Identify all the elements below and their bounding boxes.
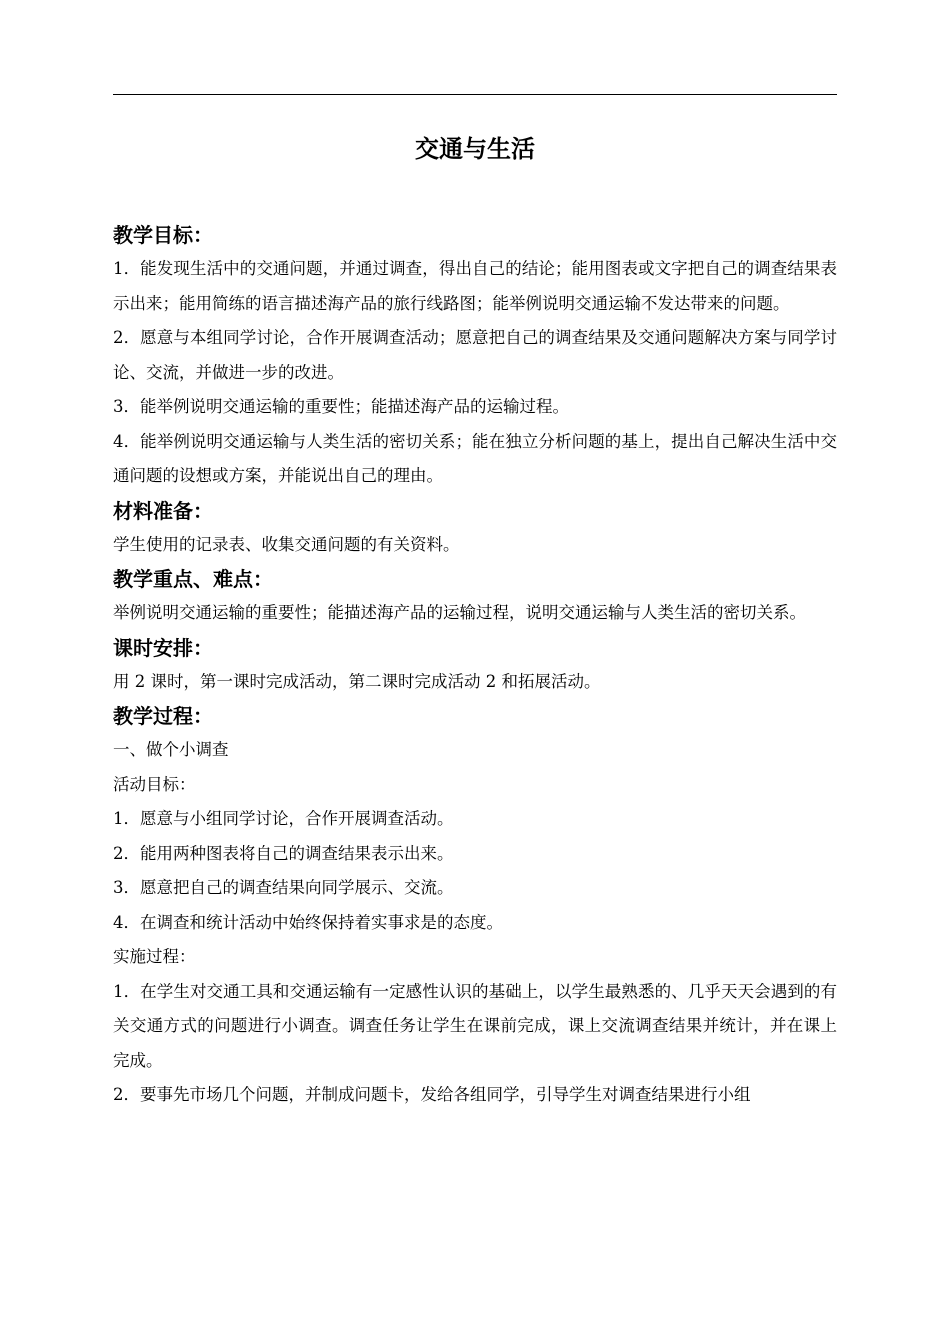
section-heading: 教学过程： <box>113 704 213 728</box>
paragraph: 用 2 课时，第一课时完成活动，第二课时完成活动 2 和拓展活动。 <box>113 671 601 691</box>
paragraph: 举例说明交通运输的重要性；能描述海产品的运输过程，说明交通运输与人类生活的密切关系。 <box>113 603 806 622</box>
section-materials <box>113 494 837 563</box>
paragraph: 2．要事先市场几个问题，并制成问题卡，发给各组同学，引导学生对调查结果进行小组 <box>113 1085 751 1104</box>
paragraph: 1．能发现生活中的交通问题，并通过调查，得出自己的结论；能用图表或文字把自己的调查结果表示出来；能用简练的语言描述海产品的旅行线路图；能举例说明交通运输不发达带来的问题。 <box>113 259 837 313</box>
section-objectives <box>113 218 837 494</box>
header-rule <box>113 94 837 95</box>
paragraph: 4．能举例说明交通运输与人类生活的密切关系；能在独立分析问题的基上，提出自己解决生活中交通问题的设想或方案，并能说出自己的理由。 <box>113 431 837 485</box>
section-key-points <box>113 562 837 631</box>
paragraph: 1．在学生对交通工具和交通运输有一定感性认识的基础上，以学生最熟悉的、几乎天天会遇到的有关交通方式的问题进行小调查。调查任务让学生在课前完成，课上交流调查结果并统计，并在课上完成。 <box>113 981 837 1070</box>
section-heading: 材料准备： <box>113 498 213 523</box>
paragraph: 2．能用两种图表将自己的调查结果表示出来。 <box>113 843 454 863</box>
paragraph: 学生使用的记录表、收集交通问题的有关资料。 <box>113 534 460 554</box>
paragraph: 1．愿意与小组同学讨论，合作开展调查活动。 <box>113 809 454 828</box>
paragraph: 3．能举例说明交通运输的重要性；能描述海产品的运输过程。 <box>113 397 569 416</box>
section-schedule <box>113 631 837 700</box>
paragraph: 2．愿意与本组同学讨论，合作开展调查活动；愿意把自己的调查结果及交通问题解决方案与同学讨论、交流，并做进一步的改进。 <box>113 328 837 382</box>
paragraph: 4．在调查和统计活动中始终保持着实事求是的态度。 <box>113 912 503 932</box>
section-heading: 教学目标： <box>113 223 213 247</box>
document-body <box>113 218 837 1113</box>
paragraph: 实施过程： <box>113 947 196 966</box>
section-process <box>113 699 837 1113</box>
section-heading: 教学重点、难点： <box>113 567 273 591</box>
document-title: 交通与生活 <box>415 135 535 163</box>
paragraph: 活动目标： <box>113 774 196 794</box>
paragraph: 一、做个小调查 <box>113 740 229 759</box>
section-heading: 课时安排： <box>113 635 213 660</box>
paragraph: 3．愿意把自己的调查结果向同学展示、交流。 <box>113 878 454 897</box>
